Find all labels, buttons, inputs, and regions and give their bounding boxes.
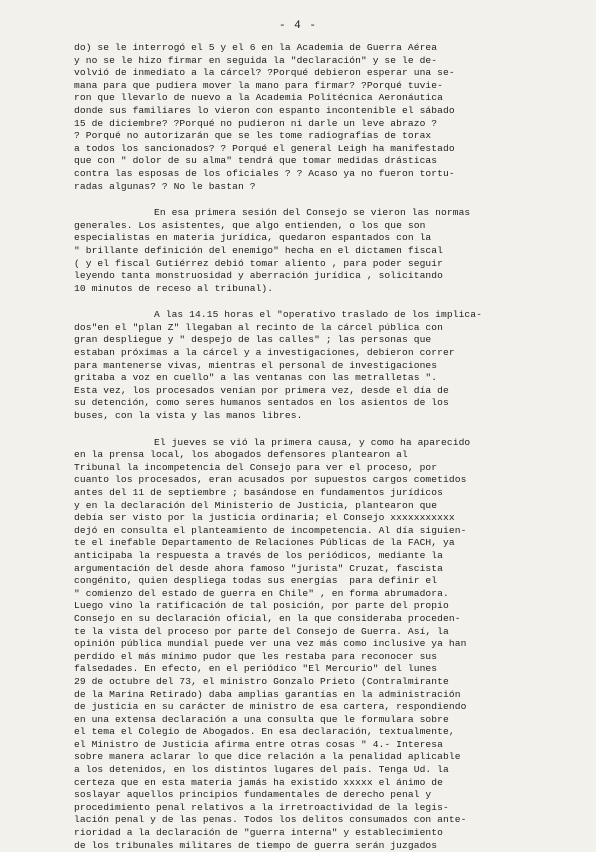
text-line: congénito, quien despliega todas sus energías para definir el <box>74 575 438 587</box>
text-line: procedimiento penal relativos a la irretroactividad de la legis- <box>74 801 449 813</box>
text-line: generales. Los asistentes, que algo entienden, o los que son <box>74 219 426 231</box>
text-line: perdido el más mínimo pudor que les restaba para reconocer sus <box>74 650 438 662</box>
text-line: a todos los sancionados? ? Porqué el general Leigh ha manifestado <box>74 142 455 154</box>
text-line: especialistas en materia jurídica, quedaron espantados con la <box>74 232 432 244</box>
text-line: el tema el Colegio de Abogados. En esa declaración, textualmente, <box>74 726 455 738</box>
text-line: el Ministro de Justicia afirma entre otras cosas " 4.- Interesa <box>74 738 444 750</box>
text-line: gritaba a voz en cuello" a las ventanas con las metralletas ". <box>74 372 438 384</box>
text-line: 10 minutos de receso al tribunal). <box>74 282 274 294</box>
text-line: buses, con la vista y las manos libres. <box>74 410 303 422</box>
text-line: volvió de inmediato a la cárcel? ?Porqué debieron esperar una se- <box>74 67 455 79</box>
text-line: 15 de diciembre? ?Porqué no pudieron ni darle un leve abrazo ? <box>74 117 438 129</box>
text-line: radas algunas? ? No le bastan ? <box>74 180 256 192</box>
text-line: su detención, como seres humanos sentados en los asientos de los <box>74 397 449 409</box>
text-line: cuanto los procesados, eran acusados por supuestos cargos cometidos <box>74 474 467 486</box>
text-line: Luego vino la ratificación de tal posición, por parte del propio <box>74 600 449 612</box>
text-line: a los detenidos, en los distintos lugares del país. Tenga Ud. la <box>74 764 449 776</box>
text-line: contra las esposas de los oficiales ? ? Acaso ya no fueron tortu- <box>74 167 455 179</box>
text-line: ron que llevarlo de nuevo a la Academia Politécnica Aeronáutica <box>74 92 444 104</box>
text-line: para mantenerse vivas, mientras el personal de investigaciones <box>74 359 438 371</box>
text-line: te el inefable Departamento de Relaciones Públicas de la FACH, ya <box>74 537 455 549</box>
text-line: antes del 11 de septiembre ; basándose en fundamentos jurídicos <box>74 487 444 498</box>
text-line: donde sus familiares lo vieron con espanto incontenible el sábado <box>74 104 455 116</box>
text-line: ? Porqué no autorizarán que se les tome radiografías de torax <box>74 130 432 142</box>
text-line: El jueves se vió la primera causa, y como ha aparecido <box>154 436 471 448</box>
text-line: lación penal y de las penas. Todos los delitos consumados con ante- <box>74 814 467 826</box>
text-line: dos"en el "plan Z" llegaban al recinto de la cárcel pública con <box>74 321 444 333</box>
paragraph-4 <box>74 437 579 852</box>
page-number: - 4 - <box>278 20 317 32</box>
text-line: opinión pública mundial puede ver una vez más como inclusive ya han <box>74 638 467 650</box>
paragraph-1 <box>74 42 579 193</box>
text-line: A las 14.15 horas el "operativo traslado de los implica- <box>154 309 483 321</box>
text-line: argumentación del desde ahora famoso "jurista" Cruzat, fascista <box>74 562 444 574</box>
body-text <box>74 42 579 852</box>
text-line: rioridad a la declaración de "guerra interna" y establecimiento <box>74 827 444 839</box>
text-line: que con " dolor de su alma" tendrá que tomar medidas drásticas <box>74 155 438 167</box>
text-line: de la Marina Retirado) daba amplias garantías en la administración <box>74 688 461 700</box>
text-line: En esa primera sesión del Consejo se vieron las normas <box>154 207 471 219</box>
text-line: estaban próximas a la cárcel y a investigaciones, debieron correr <box>74 347 455 359</box>
text-line: de los tribunales militares de tiempo de guerra serán juzgados <box>74 839 438 851</box>
text-line: do) se le interrogó el 5 y el 6 en la Academia de Guerra Aérea <box>74 42 438 53</box>
text-line: 29 de octubre del 73, el ministro Gonzalo Prieto (Contralmirante <box>74 675 449 687</box>
text-line: te la vista del proceso por parte del Consejo de Guerra. Así, la <box>74 625 449 637</box>
text-line: ( y el fiscal Gutiérrez debió tomar aliento , para poder seguir <box>74 257 444 269</box>
text-line: y en la declaración del Ministerio de Justicia, plantearon que <box>74 499 438 511</box>
text-line: sobre manera aclarar lo que dice relación a la penalidad aplicable <box>74 751 461 763</box>
text-line: mana para que pudiera mover la mano para firmar? ?Porqué tuvie- <box>74 79 444 91</box>
text-line: Esta vez, los procesados venían por primera vez, desde el día de <box>74 384 449 396</box>
text-line: anticipaba la respuesta a través de los periódicos, mediante la <box>74 549 444 561</box>
text-line: dejó en consulta el planteamiento de incompetencia. Al día siguien- <box>74 524 467 536</box>
text-line: y no se le hizo firmar en seguida la "declaración" y se le de- <box>74 54 438 66</box>
text-line: Consejo en su declaración oficial, en la que consideraba proceden- <box>74 612 461 624</box>
text-line: en una extensa declaración a una consulta que le formulara sobre <box>74 713 449 725</box>
text-line: en la prensa local, los abogados defensores plantearon al <box>74 449 408 461</box>
text-line: certeza que en esta materia jamás ha existido xxxxx el ánimo de <box>74 776 444 788</box>
text-line: de justicia en su carácter de ministro de esa cartera, respondiendo <box>74 701 467 713</box>
text-line: Tribunal la incompetencia del Consejo para ver el proceso, por <box>74 461 438 473</box>
text-line: " brillante definición del enemigo" hecha en el dictamen fiscal <box>74 244 444 256</box>
text-line: debía ser visto por la justicia ordinaria; el Consejo xxxxxxxxxxx <box>74 512 455 524</box>
paragraph-2 <box>74 207 579 295</box>
text-line: " comienzo del estado de guerra en Chile" , en forma abrumadora. <box>74 587 449 599</box>
text-line: leyendo tanta monstruosidad y aberración jurídica , solicitando <box>74 270 444 282</box>
text-line: falsedades. En efecto, en el periódico "El Mercurio" del lunes <box>74 663 438 675</box>
text-line: gran despliegue y " despejo de las calles" ; las personas que <box>74 334 432 346</box>
paragraph-3 <box>74 309 579 422</box>
text-line: soslayar aquellos principios fundamentales de derecho penal y <box>74 789 432 801</box>
